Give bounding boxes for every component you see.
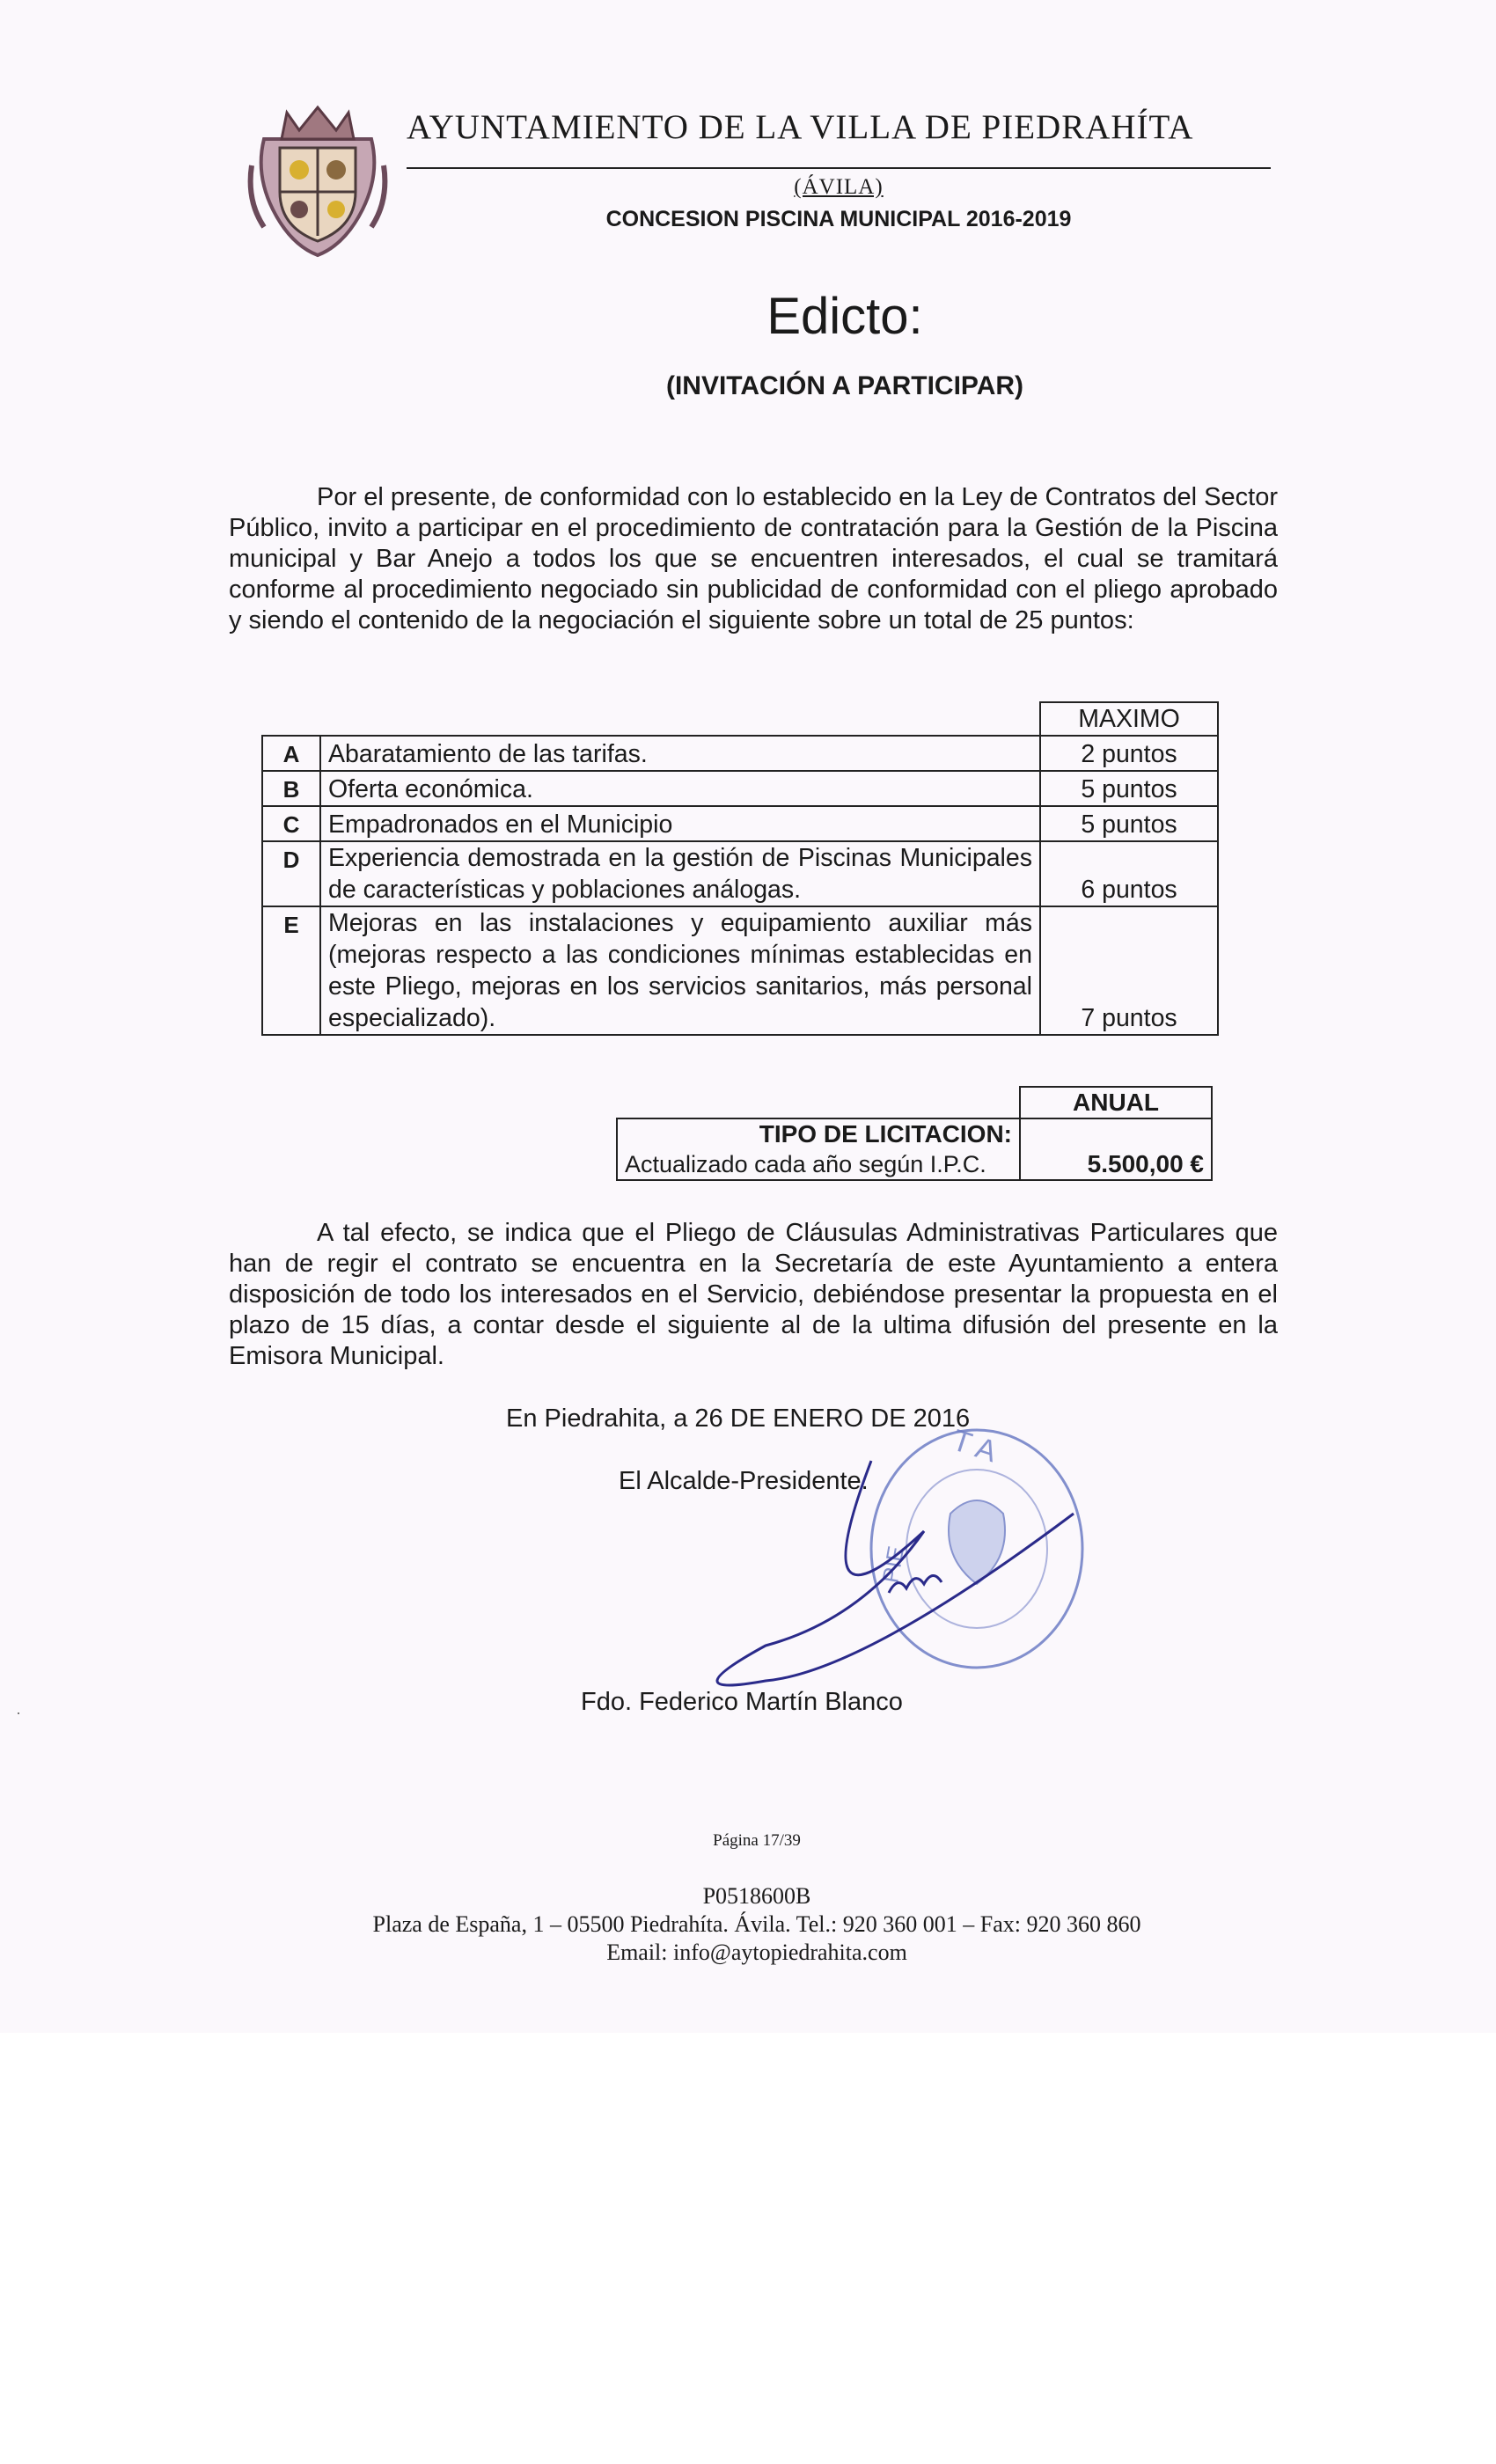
criterion-description: Experiencia demostrada en la gestión de Piscinas Municipales de características y poblaciones análogas.: [320, 841, 1040, 906]
place-and-date: En Piedrahita, a 26 DE ENERO DE 2016: [506, 1404, 971, 1433]
criterion-description: Mejoras en las instalaciones y equipamiento auxiliar más (mejoras respecto a las condiciones mínimas establecidas en este Pliego, mejoras en los servicios sanitarios, más personal especializado).: [320, 906, 1040, 1035]
criterion-letter: E: [262, 906, 320, 1035]
bid-type-label: TIPO DE LICITACION:: [617, 1118, 1020, 1149]
bid-update-note: Actualizado cada año según I.P.C.: [617, 1149, 1020, 1180]
criterion-points: 5 puntos: [1040, 806, 1218, 841]
bid-type-table: [616, 1086, 1213, 1181]
criterion-letter: C: [262, 806, 320, 841]
intro-paragraph: Por el presente, de conformidad con lo establecido en la Ley de Contratos del Sector Público, invito a participar en el procedimiento de contratación para la Gestión de la Piscina municipal y Bar Anejo a todos los que se encuentren interesados, el cual se tramitará conforme al procedimiento negociado sin publicidad de conformidad con el pliego aprobado y siendo el contenido de la negociación el siguiente sobre un total de 25 puntos:: [229, 483, 1278, 634]
criterion-description: Empadronados en el Municipio: [320, 806, 1040, 841]
criterion-points: 5 puntos: [1040, 771, 1218, 806]
signatory-role: El Alcalde-Presidente.: [619, 1467, 869, 1495]
coat-of-arms-logo: [246, 104, 389, 260]
criterion-letter: D: [262, 841, 320, 906]
criterion-description: Oferta económica.: [320, 771, 1040, 806]
signatory-name: Fdo. Federico Martín Blanco: [581, 1688, 903, 1716]
province-label: (ÁVILA): [794, 175, 884, 199]
criterion-points: 6 puntos: [1040, 841, 1218, 906]
town-hall-name: AYUNTAMIENTO DE LA VILLA DE PIEDRAHÍTA: [407, 108, 1194, 146]
table-row: [262, 771, 1218, 806]
svg-text:PIE: PIE: [876, 1544, 910, 1586]
criterion-points: 7 puntos: [1040, 906, 1218, 1035]
official-stamp-and-signature: [686, 1408, 1091, 1725]
criterion-letter: A: [262, 736, 320, 771]
table-row: [262, 806, 1218, 841]
table-row: [262, 841, 1218, 906]
header-divider: [407, 167, 1271, 169]
criteria-table: [261, 701, 1219, 1036]
table-row: [262, 736, 1218, 771]
criterion-points: 2 puntos: [1040, 736, 1218, 771]
annual-column-header: ANUAL: [1020, 1087, 1212, 1118]
scan-speck: [18, 1712, 19, 1714]
email-line: Email: info@aytopiedrahita.com: [606, 1940, 907, 1965]
address-line: Plaza de España, 1 – 05500 Piedrahíta. Ávila. Tel.: 920 360 001 – Fax: 920 360 860: [372, 1911, 1141, 1937]
criterion-description: Abaratamiento de las tarifas.: [320, 736, 1040, 771]
tax-id-code: P0518600B: [702, 1883, 811, 1909]
svg-text:T A: T A: [948, 1423, 1001, 1470]
edict-heading: Edicto:: [766, 288, 923, 345]
table-row: [262, 906, 1218, 1035]
criterion-letter: B: [262, 771, 320, 806]
page-number: Página 17/39: [713, 1831, 801, 1850]
invitation-subheading: (INVITACIÓN A PARTICIPAR): [665, 371, 1024, 400]
bid-amount: 5.500,00 €: [1020, 1118, 1212, 1180]
second-paragraph: A tal efecto, se indica que el Pliego de Cláusulas Administrativas Particulares que han de regir el contrato se encuentra en la Secretaría de este Ayuntamiento a entera disposición de todo los interesados en el Servicio, debiéndose presentar la propuesta en el plazo de 15 días, a contar desde el siguiente al de la ultima difusión del presente en la Emisora Municipal.: [229, 1219, 1278, 1370]
max-column-header: MAXIMO: [1040, 702, 1218, 736]
concession-title: CONCESION PISCINA MUNICIPAL 2016-2019: [605, 207, 1072, 231]
